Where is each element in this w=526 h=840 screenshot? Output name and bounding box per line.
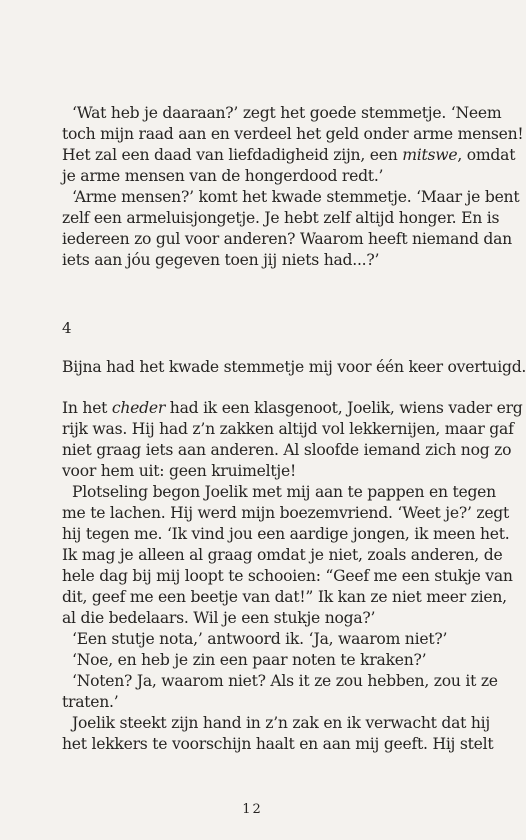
text-line: hele dag bij mij loopt te schooien: “Geef me een stukje van (62, 567, 513, 585)
text-line: dit, geef me een beetje van dat!” Ik kan ze niet meer zien, (62, 588, 507, 606)
section-number: 4 (62, 319, 72, 337)
text-segment: , omdat (457, 146, 516, 164)
text-line: ‘Noe, en heb je zin een paar noten te kraken?’ (72, 651, 427, 669)
text-line: ‘Arme mensen?’ komt het kwade stemmetje. ‘Maar je bent (72, 188, 520, 206)
text-line: Bijna had het kwade stemmetje mij voor één keer overtuigd. (62, 358, 526, 376)
text-line: niet graag iets aan anderen. Al sloofde iemand zich nog zo (62, 441, 512, 459)
text-segment: had ik een klasgenoot, Joelik, wiens vader erg (165, 399, 523, 417)
text-line: traten.’ (62, 693, 119, 711)
text-line: ‘Noten? Ja, waarom niet? Als it ze zou hebben, zou it ze (72, 672, 498, 690)
italic-term: cheder (111, 399, 166, 417)
text-line: ‘Een stutje nota,’ antwoord ik. ‘Ja, waarom niet?’ (72, 630, 448, 648)
text-line (62, 145, 516, 165)
text-line: je arme mensen van de hongerdood redt.’ (62, 167, 384, 185)
text-line: zelf een armeluisjongetje. Je hebt zelf altijd honger. En is (62, 209, 500, 227)
text-segment: Het zal een daad van liefdadigheid zijn, een (62, 146, 403, 164)
text-line: het lekkers te voorschijn haalt en aan mij geeft. Hij stelt (62, 735, 494, 753)
text-line: ‘Wat heb je daaraan?’ zegt het goede stemmetje. ‘Neem (72, 104, 502, 122)
text-line: hij tegen me. ‘Ik vind jou een aardige jongen, ik meen het. (62, 525, 510, 543)
page-number: 12 (242, 802, 263, 817)
text-line: rijk was. Hij had z’n zakken altijd vol lekkernijen, maar gaf (62, 420, 514, 438)
text-line: al die bedelaars. Wil je een stukje noga?’ (62, 609, 376, 627)
text-line: Plotseling begon Joelik met mij aan te pappen en tegen (72, 483, 496, 501)
text-segment: In het (62, 399, 112, 417)
text-line: me te lachen. Hij werd mijn boezemvriend. ‘Weet je?’ zegt (62, 504, 510, 522)
text-line: iets aan jóu gegeven toen jij niets had...?’ (62, 251, 380, 269)
text-line: toch mijn raad aan en verdeel het geld onder arme mensen! (62, 125, 524, 143)
text-line: voor hem uit: geen kruimeltje! (62, 462, 296, 480)
text-line: Ik mag je alleen al graag omdat je niet, zoals anderen, de (62, 546, 503, 564)
text-line: iedereen zo gul voor anderen? Waarom heeft niemand dan (62, 230, 512, 248)
italic-term: mitswe (402, 146, 458, 164)
text-line: Joelik steekt zijn hand in z’n zak en ik verwacht dat hij (72, 714, 490, 732)
text-line (62, 398, 523, 418)
